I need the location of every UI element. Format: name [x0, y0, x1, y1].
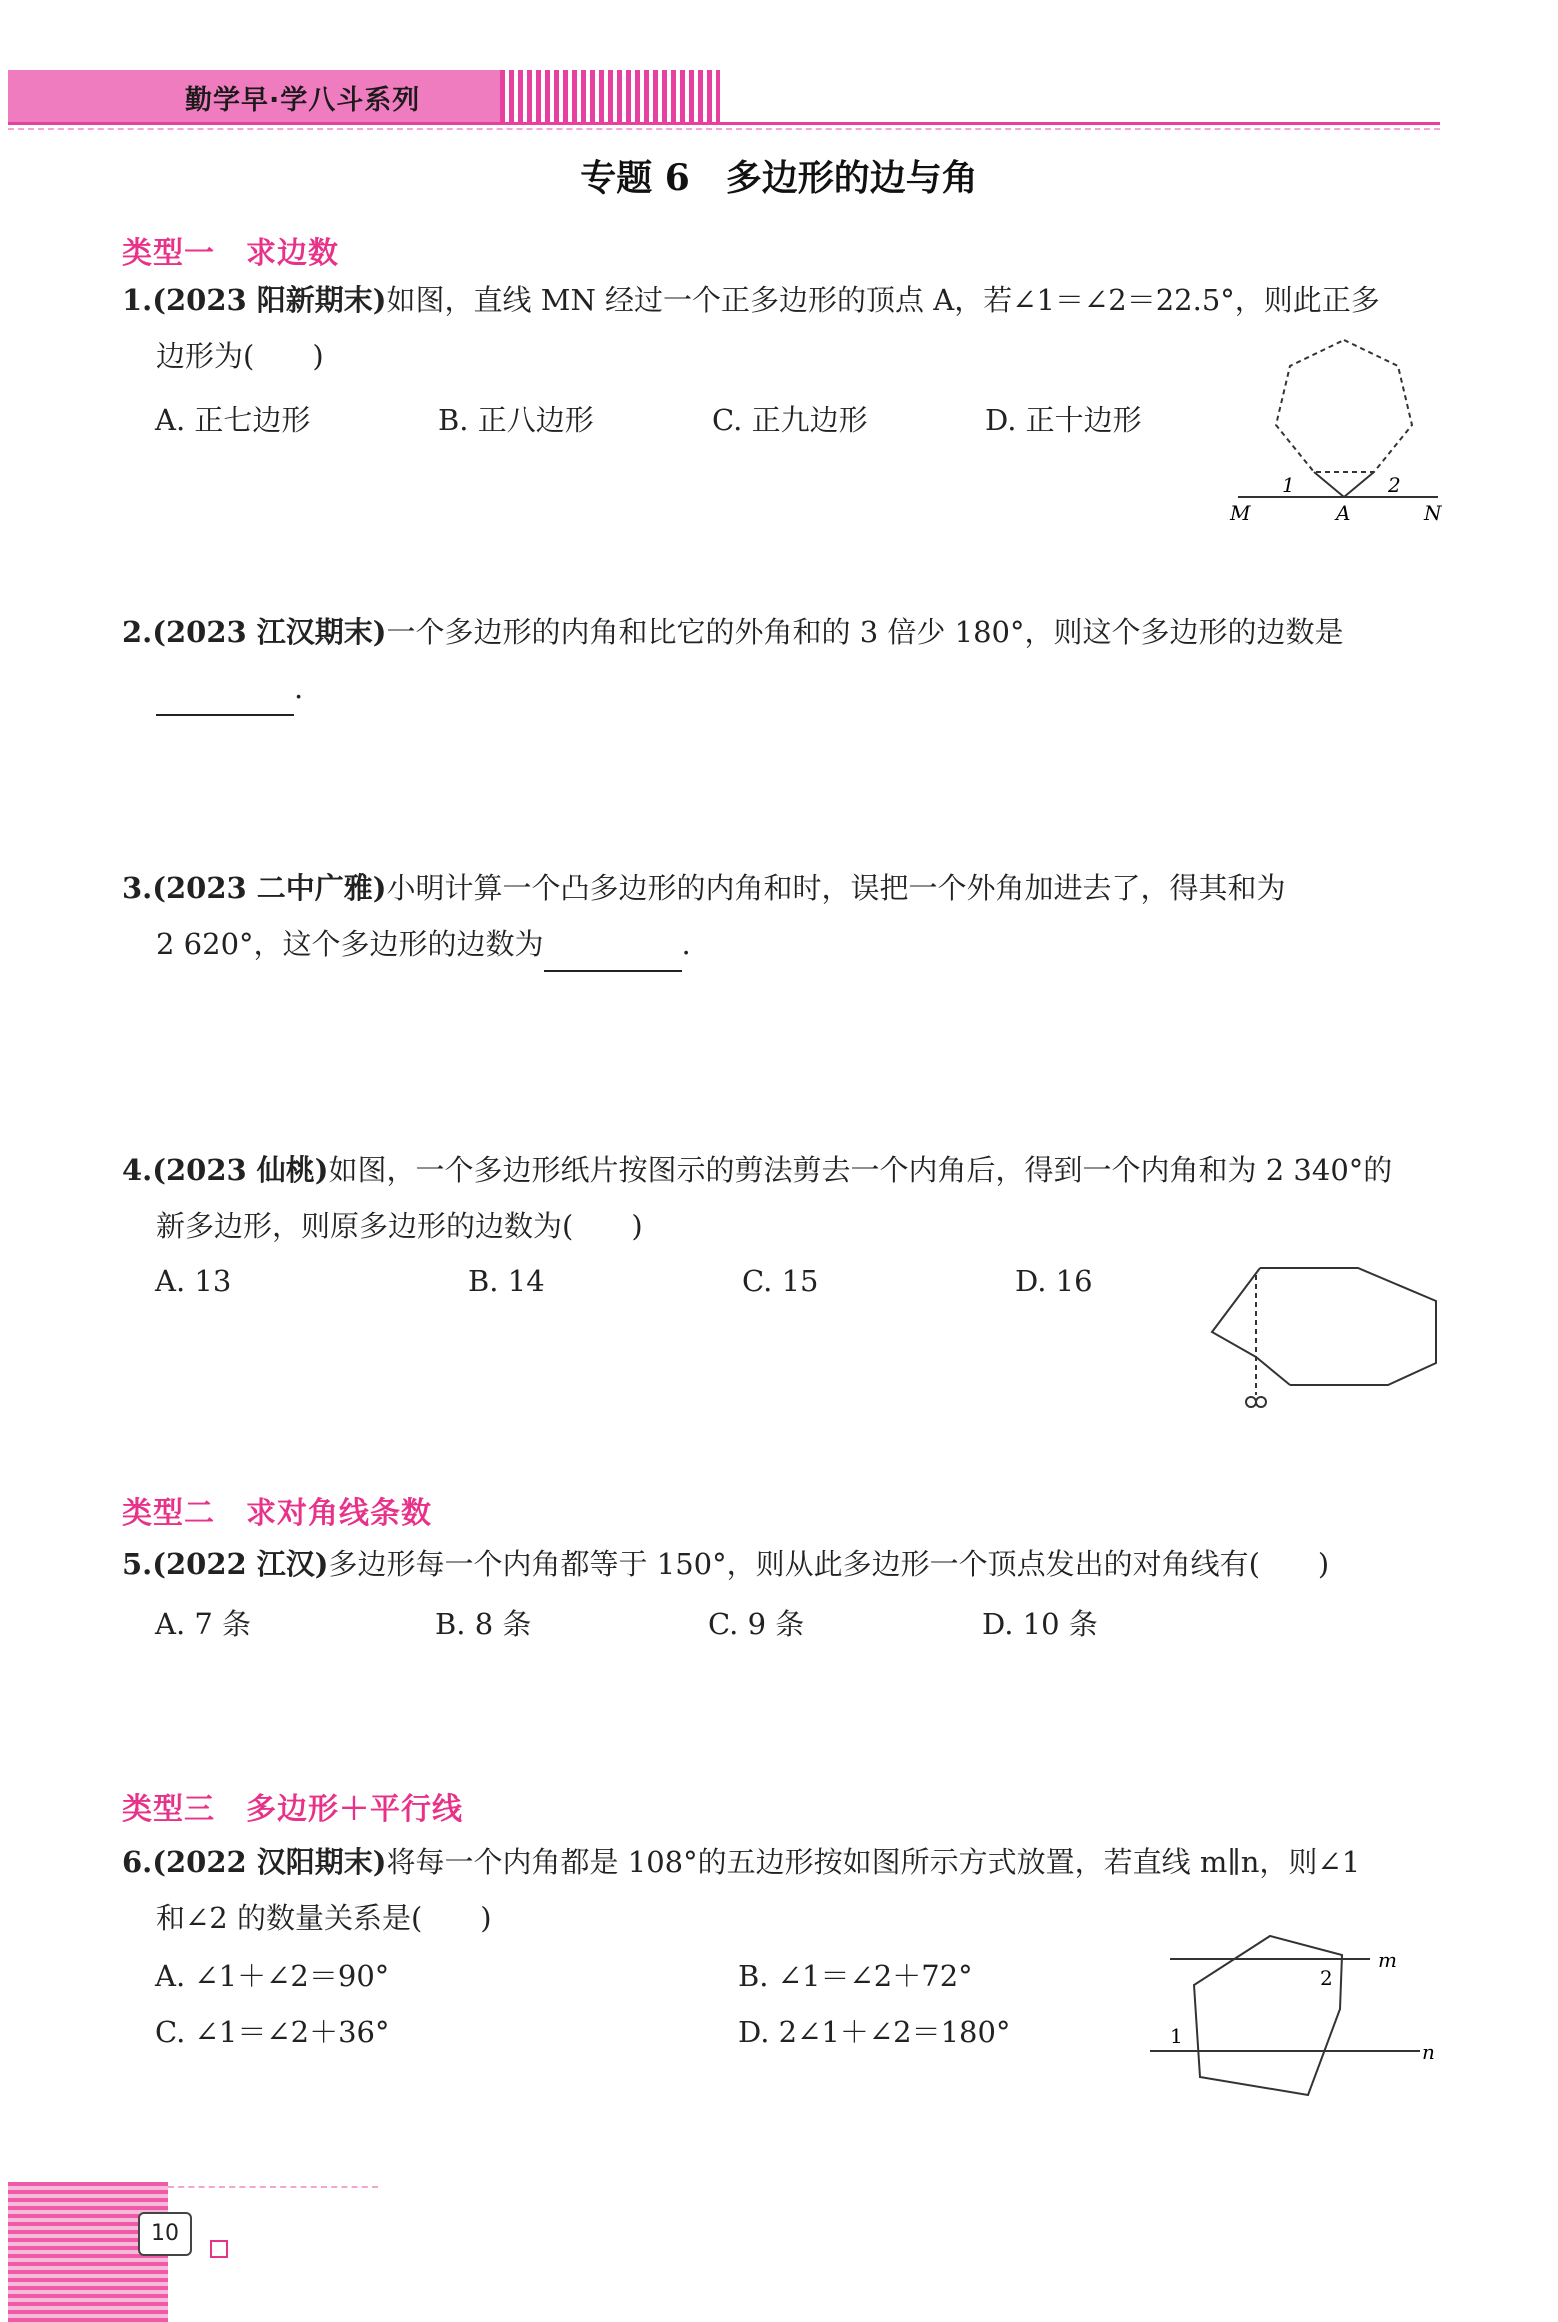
figure-cut-polygon	[1200, 1255, 1440, 1415]
polygon-edge	[1256, 1357, 1290, 1385]
line-m-label: m	[1378, 1948, 1397, 1972]
question-source: (2023 阳新期末)	[152, 283, 387, 317]
option-c[interactable]: C. 正九边形	[712, 403, 868, 437]
edge-right-to-a	[1344, 472, 1374, 497]
angle-1-label: 1	[1282, 473, 1295, 497]
option-d[interactable]: D. 2∠1＋∠2＝180°	[738, 2015, 1011, 2049]
option-b[interactable]: B. 正八边形	[438, 403, 594, 437]
question-number: 5.	[122, 1547, 153, 1581]
figure-pentagon-parallel	[1150, 1925, 1450, 2100]
question-text-line2: 2 620°，这个多边形的边数为	[156, 927, 544, 961]
heptagon-shape	[1276, 340, 1412, 472]
option-a[interactable]: A. ∠1＋∠2＝90°	[155, 1959, 390, 1993]
question-number: 3.	[122, 871, 153, 905]
question-number: 2.	[122, 615, 153, 649]
option-a[interactable]: A. 13	[155, 1264, 232, 1298]
edge-left-to-a	[1314, 472, 1344, 497]
section-heading: 类型一 求边数	[122, 236, 339, 271]
point-m-label: M	[1230, 501, 1251, 525]
question-text-line2: 新多边形，则原多边形的边数为( )	[156, 1209, 643, 1243]
question-text-line2: 边形为( )	[156, 339, 324, 373]
question-source: (2023 江汉期末)	[152, 615, 387, 649]
angle-2-label: 2	[1388, 473, 1401, 497]
page-title: 专题 6 多边形的边与角	[580, 157, 978, 199]
option-c[interactable]: C. 9 条	[708, 1607, 805, 1641]
question-3	[122, 860, 1440, 972]
option-b[interactable]: B. 8 条	[435, 1607, 532, 1641]
option-d[interactable]: D. 16	[1015, 1264, 1093, 1298]
question-text: 一个多边形的内角和比它的外角和的 3 倍少 180°，则这个多边形的边数是	[386, 615, 1344, 649]
question-number: 1.	[122, 283, 153, 317]
option-a[interactable]: A. 7 条	[155, 1607, 252, 1641]
scissors-icon	[1256, 1397, 1266, 1407]
section-heading: 类型二 求对角线条数	[122, 1496, 432, 1531]
option-c[interactable]: C. ∠1＝∠2＋36°	[155, 2015, 390, 2049]
question-source: (2023 二中广雅)	[152, 871, 387, 905]
page-number: 10	[138, 2212, 192, 2256]
question-source: (2022 江汉)	[152, 1547, 329, 1581]
polygon-shape	[1260, 1268, 1436, 1385]
answer-blank[interactable]	[156, 684, 294, 716]
question-text: 如图，一个多边形纸片按图示的剪法剪去一个内角后，得到一个内角和为 2 340°的	[328, 1153, 1393, 1187]
option-b[interactable]: B. 14	[468, 1264, 545, 1298]
figure-heptagon	[1220, 330, 1460, 530]
line-n-label: n	[1422, 2040, 1435, 2064]
question-text: 如图，直线 MN 经过一个正多边形的顶点 A，若∠1＝∠2＝22.5°，则此正多	[386, 283, 1380, 317]
question-text: 多边形每一个内角都等于 150°，则从此多边形一个顶点发出的对角线有( )	[328, 1547, 1330, 1581]
footer-divider	[168, 2186, 378, 2188]
question-source: (2022 汉阳期末)	[152, 1845, 387, 1879]
section-heading: 类型三 多边形＋平行线	[122, 1792, 463, 1827]
sentence-end: .	[294, 671, 304, 705]
question-text: 将每一个内角都是 108°的五边形按如图所示方式放置，若直线 m∥n，则∠1	[386, 1845, 1361, 1879]
header-divider	[8, 122, 1440, 125]
scissors-icon	[1246, 1397, 1256, 1407]
header-stripes	[500, 70, 720, 122]
page-marker	[210, 2240, 228, 2258]
option-a[interactable]: A. 正七边形	[155, 403, 311, 437]
question-number: 6.	[122, 1845, 153, 1879]
answer-blank[interactable]	[544, 940, 682, 972]
sentence-end: .	[681, 927, 691, 961]
option-d[interactable]: D. 正十边形	[985, 403, 1142, 437]
question-text-line2: 和∠2 的数量关系是( )	[156, 1901, 492, 1935]
option-c[interactable]: C. 15	[742, 1264, 819, 1298]
angle-1-label: 1	[1170, 2024, 1183, 2048]
question-4	[122, 1142, 1440, 1254]
question-2	[122, 604, 1440, 716]
option-b[interactable]: B. ∠1＝∠2＋72°	[738, 1959, 973, 1993]
cut-corner	[1212, 1268, 1260, 1357]
point-a-label: A	[1336, 501, 1351, 525]
point-n-label: N	[1424, 501, 1442, 525]
angle-2-label: 2	[1320, 1966, 1333, 1990]
question-text: 小明计算一个凸多边形的内角和时，误把一个外角加进去了，得其和为	[386, 871, 1286, 905]
series-title: 勤学早·学八斗系列	[185, 85, 421, 116]
header-divider-dashed	[8, 128, 1440, 130]
question-source: (2023 仙桃)	[152, 1153, 329, 1187]
question-5	[122, 1536, 1440, 1592]
option-d[interactable]: D. 10 条	[982, 1607, 1098, 1641]
question-number: 4.	[122, 1153, 153, 1187]
